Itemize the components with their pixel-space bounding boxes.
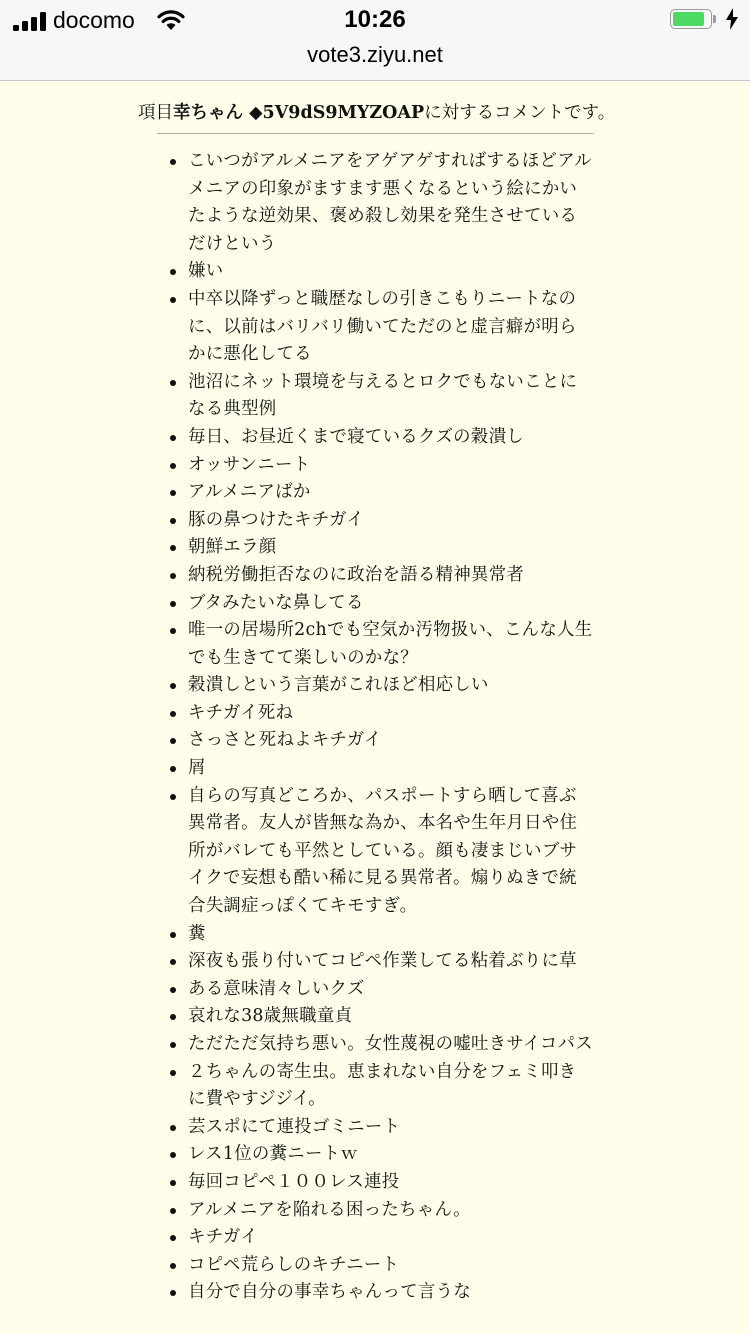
comment-item: 穀潰しという言葉がこれほど相応しい [0,672,593,700]
page-heading [138,102,616,124]
comment-item: 糞 [0,921,593,949]
comment-item: 嫌い [0,258,593,286]
comment-item: ある意味清々しいクズ [0,976,593,1004]
address-bar[interactable] [0,40,750,81]
comment-item: 自分で自分の事幸ちゃんって言うな [0,1279,593,1307]
comment-item: 哀れな38歳無職童貞 [0,1003,593,1031]
heading-divider [157,133,593,134]
comment-item: アルメニアばか [0,479,593,507]
comment-list [0,148,750,1307]
carrier-name: docomo [53,7,135,33]
heading-suffix: に対するコメントです。 [424,103,616,123]
comment-item: 芸スポにて連投ゴミニート [0,1114,593,1142]
comment-item: こいつがアルメニアをアゲアゲすればするほどアルメニアの印象がますます悪くなるという絵にかいたような逆効果、褒め殺し効果を発生させているだけという [0,148,593,258]
comment-item: コピペ荒らしのキチニート [0,1252,593,1280]
comment-item: ２ちゃんの寄生虫。恵まれない自分をフェミ叩きに費やすジジイ。 [0,1059,593,1114]
comment-item: 深夜も張り付いてコピペ作業してる粘着ぶりに草 [0,948,593,976]
comment-item: さっさと死ねよキチガイ [0,727,593,755]
comment-item: 納税労働拒否なのに政治を語る精神異常者 [0,562,593,590]
comment-item: レス1位の糞ニートｗ [0,1141,593,1169]
comment-item: 池沼にネット環境を与えるとロクでもないことになる典型例 [0,369,593,424]
comment-item: 豚の鼻つけたキチガイ [0,507,593,535]
charging-bolt-icon [726,8,738,30]
status-bar [0,0,750,40]
comment-item: アルメニアを陥れる困ったちゃん。 [0,1197,593,1225]
comment-item: キチガイ [0,1224,593,1252]
comment-item: 朝鮮エラ顔 [0,534,593,562]
heading-prefix: 項目 [138,103,173,123]
clock: 10:26 [344,6,406,33]
comment-item: ただただ気持ち悪い。女性蔑視の嘘吐きサイコパス [0,1031,593,1059]
heading-item-name: 幸ちゃん ◆5V9dS9MYZOAP [173,103,425,123]
url-text[interactable]: vote3.ziyu.net [307,42,443,67]
comment-item: 唯一の居場所2chでも空気か汚物扱い、こんな人生でも生きてて楽しいのかな？ [0,617,593,672]
comment-item: オッサンニート [0,452,593,480]
comment-item: 中卒以降ずっと職歴なしの引きこもりニートなのに、以前はバリバリ働いてただのと虚言癖が明らかに悪化してる [0,286,593,369]
comment-item: 毎回コピペ１００レス連投 [0,1169,593,1197]
comment-item: ブタみたいな鼻してる [0,590,593,618]
battery-icon [670,9,714,31]
comment-item: 屑 [0,755,593,783]
comment-item: キチガイ死ね [0,700,593,728]
comment-item: 自らの写真どころか、パスポートすら晒して喜ぶ異常者。友人が皆無な為か、本名や生年月日や住所がバレても平然としている。顔も凄まじいブサイクで妄想も酷い稀に見る異常者。煽りぬきで統合失調症っぽくてキモすぎ。 [0,783,593,921]
comment-item: 毎日、お昼近くまで寝ているクズの穀潰し [0,424,593,452]
